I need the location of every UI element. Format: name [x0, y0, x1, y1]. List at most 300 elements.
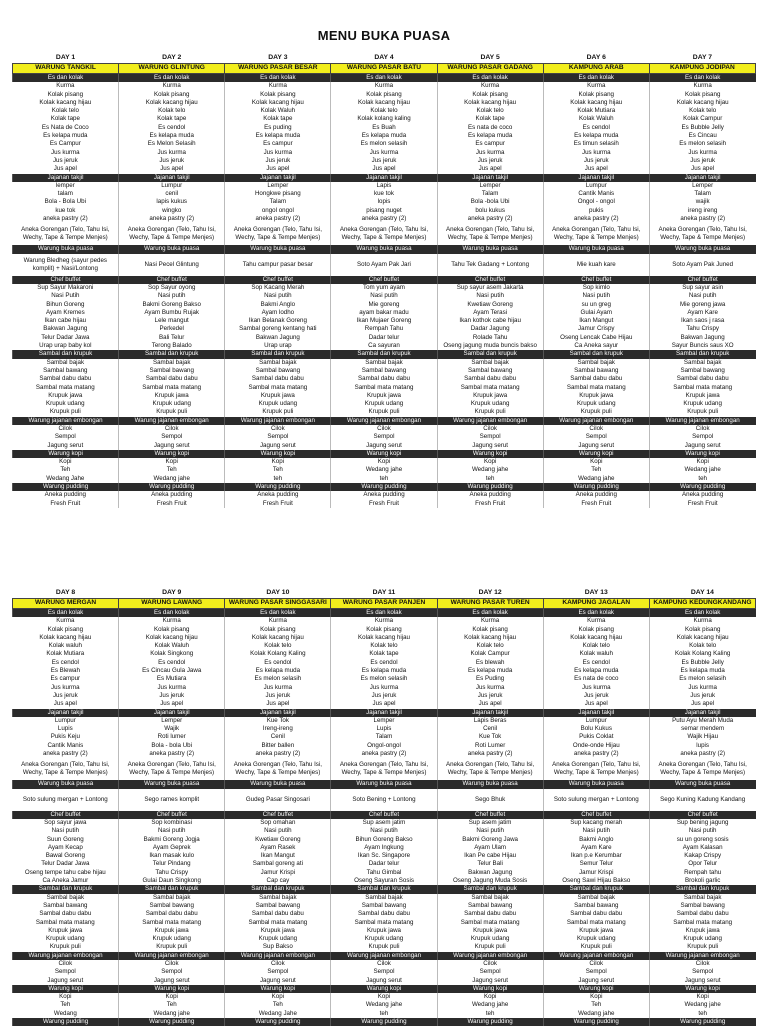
- section-header-jajanan-takjil: [13, 174, 756, 182]
- menu-item: Sempol: [437, 968, 543, 976]
- menu-item: Fresh Fruit: [225, 500, 331, 508]
- menu-item: Jus apel: [225, 165, 331, 173]
- menu-row: [13, 325, 756, 333]
- menu-item: Jus kurma: [331, 149, 437, 157]
- menu-item: Sup Bakso: [225, 943, 331, 951]
- menu-item: Sambal bajak: [331, 894, 437, 902]
- menu-item: Es Puding: [437, 675, 543, 683]
- day-header-row: [13, 589, 756, 599]
- menu-item: Soto sulung mergan + Lontong: [22, 795, 108, 803]
- menu-item: Kolak pisang: [649, 91, 755, 99]
- menu-row: [13, 99, 756, 107]
- menu-item: Teh: [119, 466, 225, 474]
- menu-item: Sop Kacang Merah: [225, 284, 331, 292]
- menu-item: Sambal bajak: [225, 894, 331, 902]
- menu-item: Sempol: [437, 433, 543, 441]
- menu-item: Nasi putih: [649, 292, 755, 300]
- menu-item: Es Buah: [331, 124, 437, 132]
- menu-item: Krupuk jawa: [119, 927, 225, 935]
- menu-row: [13, 860, 756, 868]
- section-label: Sambal dan krupuk: [13, 885, 119, 893]
- menu-item: Wedang jahe: [331, 466, 437, 474]
- menu-item: Sambal bawang: [331, 367, 437, 375]
- section-label: Warung pudding: [437, 483, 543, 491]
- menu-item: Es Bubble Jelly: [649, 659, 755, 667]
- menu-row: [13, 960, 756, 968]
- menu-item: Kolak pisang: [543, 91, 649, 99]
- menu-item: Kue Tok: [225, 717, 331, 725]
- menu-item: Ayam Kalasan: [649, 844, 755, 852]
- menu-item: Sambal dabu dabu: [437, 375, 543, 383]
- menu-item: Rempah tahu: [649, 869, 755, 877]
- menu-item: Nasi Putih: [51, 292, 80, 300]
- menu-item: Oseng Jagung Muda Sosis: [437, 877, 543, 885]
- menu-item: Ca Aneka sayur: [543, 342, 649, 350]
- section-label: Warung pudding: [13, 483, 119, 491]
- menu-item: Sambal bajak: [225, 359, 331, 367]
- menu-item: Bakmi Anglo: [225, 301, 331, 309]
- menu-item: Wedang jahe: [649, 1001, 755, 1009]
- menu-item: Ayam Kremes: [45, 308, 85, 316]
- menu-item: Kurma: [649, 617, 755, 625]
- section-label: Chef buffet: [13, 811, 119, 819]
- menu-item: Jus kurma: [51, 148, 80, 156]
- section-label: Sambal dan krupuk: [649, 350, 755, 358]
- warung-name: KAMPUNG KEDUNGKANDANG: [649, 599, 755, 609]
- section-label: Warung buka puasa: [331, 245, 437, 253]
- menu-item: Aneka Gorengan (Telo, Tahu Isi, Wechy, Tape & Tempe Menjes): [21, 226, 110, 242]
- menu-row: [13, 836, 756, 844]
- menu-item: Es cendol: [51, 658, 79, 666]
- menu-row: [13, 367, 756, 375]
- menu-item: Bitter ballen: [225, 742, 331, 750]
- menu-row: [13, 659, 756, 667]
- menu-item: Kolak Kolang Kaling: [225, 650, 331, 658]
- menu-item: cenil: [119, 190, 225, 198]
- menu-item: Kolak kacang hijau: [437, 634, 543, 642]
- section-label: Jajanan takjil: [437, 174, 543, 182]
- menu-item: Sambal bajak: [437, 894, 543, 902]
- menu-item: Krupuk udang: [437, 400, 543, 408]
- section-label: Sambal dan krupuk: [13, 350, 119, 358]
- menu-item: Kopi: [649, 458, 755, 466]
- menu-row: [13, 301, 756, 309]
- menu-item: Kolak pisang: [119, 91, 225, 99]
- section-label: Warung kopi: [543, 985, 649, 993]
- menu-item: Jus jeruk: [437, 157, 543, 165]
- menu-item: Kolak kacang hijau: [331, 99, 437, 107]
- menu-item: Jagung serut: [543, 977, 649, 985]
- menu-item: Onde-onde Hijau: [543, 742, 649, 750]
- menu-item: Nasi putih: [649, 827, 755, 835]
- menu-item: Mie kuah kare: [543, 254, 649, 276]
- menu-item: Mie goreng jawa: [649, 301, 755, 309]
- menu-item: Kolak pisang: [225, 626, 331, 634]
- menu-item: Ikan Mujaer Goreng: [331, 317, 437, 325]
- menu-item: Krupuk udang: [225, 400, 331, 408]
- section-label: Warung kopi: [331, 985, 437, 993]
- menu-item: Sambal dabu dabu: [331, 375, 437, 383]
- menu-item: Jagung serut: [649, 977, 755, 985]
- menu-item: Sambal dabu dabu: [119, 375, 225, 383]
- menu-item: Lemper: [331, 717, 437, 725]
- menu-item: Es cendol: [225, 659, 331, 667]
- menu-item: Fresh Fruit: [50, 499, 81, 507]
- section-label: Jajanan takjil: [331, 709, 437, 717]
- menu-item: Cilok: [331, 960, 437, 968]
- warung-name: WARUNG PASAR PANJEN: [331, 599, 437, 609]
- menu-item: Kopi: [543, 458, 649, 466]
- menu-item: Lupis: [331, 725, 437, 733]
- menu-item: Es Campur: [49, 140, 81, 148]
- menu-item: Oseng jagung muda buncis bakso: [437, 342, 543, 350]
- section-label: Es dan kolak: [13, 609, 119, 618]
- section-label: Warung buka puasa: [437, 245, 543, 253]
- menu-item: Kolak tape: [331, 650, 437, 658]
- menu-item: Sambal mata matang: [225, 384, 331, 392]
- menu-item: Sempol: [119, 968, 225, 976]
- section-header-chef-buffet: [13, 811, 756, 819]
- section-label: Warung buka puasa: [331, 780, 437, 788]
- menu-item: Aneka Gorengan (Telo, Tahu Isi, Wechy, Tape & Tempe Menjes): [119, 758, 225, 780]
- menu-item: Jus apel: [543, 700, 649, 708]
- menu-item: Lumpur: [54, 716, 76, 724]
- menu-item: Kolak Waluh: [225, 107, 331, 115]
- menu-item: Sambal bajak: [543, 894, 649, 902]
- menu-item: aneka pastry (2): [437, 750, 543, 758]
- menu-item: Es Cincau: [649, 132, 755, 140]
- menu-row: [13, 927, 756, 935]
- menu-row: [13, 400, 756, 408]
- day-label: DAY 10: [266, 589, 290, 597]
- day-label: DAY 1: [55, 54, 76, 62]
- menu-item: Cilok: [543, 960, 649, 968]
- section-label: Warung buka puasa: [649, 245, 755, 253]
- day-label: DAY 8: [55, 589, 76, 597]
- section-label: Warung pudding: [331, 483, 437, 491]
- section-label: Warung buka puasa: [543, 245, 649, 253]
- menu-item: Aneka Gorengan (Telo, Tahu Isi, Wechy, Tape & Tempe Menjes): [437, 758, 543, 780]
- menu-item: Jus apel: [649, 165, 755, 173]
- menu-item: Sambal bajak: [46, 893, 85, 901]
- menu-item: Krupuk udang: [649, 935, 755, 943]
- section-label: Sambal dan krupuk: [331, 885, 437, 893]
- menu-item: Talam: [331, 733, 437, 741]
- menu-table-days-8-14: [12, 589, 756, 1026]
- menu-item: Jagung serut: [47, 441, 84, 449]
- menu-item: Es Melon Selasih: [119, 140, 225, 148]
- menu-item: Jagung serut: [437, 977, 543, 985]
- menu-item: Sambal bawang: [119, 902, 225, 910]
- menu-item: Sambal bawang: [225, 367, 331, 375]
- menu-item: Aneka pudding: [225, 491, 331, 499]
- menu-row: [13, 491, 756, 499]
- menu-item: Sambal goreng kentang hati: [225, 325, 331, 333]
- menu-item: Jus jeruk: [649, 692, 755, 700]
- menu-item: Telur Dadar Jawa: [41, 860, 90, 868]
- section-label: Chef buffet: [649, 276, 755, 284]
- warung-name: WARUNG PASAR BESAR: [225, 64, 331, 74]
- section-label: Warung kopi: [649, 450, 755, 458]
- menu-item: lopis: [331, 198, 437, 206]
- menu-item: Es Bubble Jelly: [649, 124, 755, 132]
- menu-item: Kolak pisang: [437, 91, 543, 99]
- menu-item: Sambal dabu dabu: [543, 910, 649, 918]
- menu-item: Jagung serut: [331, 977, 437, 985]
- menu-item: Krupuk puli: [649, 408, 755, 416]
- warung-name: WARUNG TANGKIL: [13, 64, 119, 74]
- menu-item: Ikan kothok cabe hijau: [437, 317, 543, 325]
- menu-item: Soto Ayam Pak Jari: [331, 254, 437, 276]
- menu-item: Krupuk puli: [225, 408, 331, 416]
- menu-item: Kurma: [56, 82, 75, 90]
- menu-item: Jus jeruk: [331, 692, 437, 700]
- menu-item: Talam: [649, 190, 755, 198]
- menu-item: Kolak kacang hijau: [119, 99, 225, 107]
- menu-item: Krupuk jawa: [649, 392, 755, 400]
- menu-item: Wedang jahe: [649, 466, 755, 474]
- menu-row: [13, 466, 756, 474]
- menu-row: [13, 993, 756, 1001]
- menu-item: Es cendol: [543, 124, 649, 132]
- section-label: Warung kopi: [437, 985, 543, 993]
- menu-item: Es melon selasih: [331, 140, 437, 148]
- menu-row: [13, 215, 756, 223]
- menu-item: Nasi putih: [331, 827, 437, 835]
- menu-item: Es Mutiara: [119, 675, 225, 683]
- section-label: Es dan kolak: [649, 74, 755, 83]
- section-label: Jajanan takjil: [225, 174, 331, 182]
- menu-item: Nasi putih: [225, 827, 331, 835]
- section-label: Es dan kolak: [331, 74, 437, 83]
- menu-item: Putu Ayu Merah Muda: [649, 717, 755, 725]
- menu-item: Lapis: [331, 182, 437, 190]
- section-label: Warung kopi: [13, 450, 119, 458]
- menu-item: Kurma: [119, 617, 225, 625]
- menu-item: Sambal mata matang: [437, 919, 543, 927]
- menu-item: Kolak Waluh: [543, 115, 649, 123]
- menu-item: Es timun selasih: [543, 140, 649, 148]
- menu-item: Sambal dabu dabu: [331, 910, 437, 918]
- section-header-warung-kopi: [13, 450, 756, 458]
- menu-item: Es nata de coco: [543, 675, 649, 683]
- section-header-warung-pudding: [13, 1018, 756, 1026]
- menu-item: ireng ireng: [649, 207, 755, 215]
- menu-item: Jus kurma: [119, 149, 225, 157]
- menu-item: Kopi: [331, 458, 437, 466]
- section-label: Warung jajanan embongan: [225, 417, 331, 425]
- menu-item: Krupuk jawa: [119, 392, 225, 400]
- menu-item: Kolak telo: [331, 107, 437, 115]
- menu-item: Kolak pisang: [47, 625, 84, 633]
- section-header-sambal-krupuk: [13, 350, 756, 358]
- section-label: Chef buffet: [543, 276, 649, 284]
- section-label: Jajanan takjil: [119, 709, 225, 717]
- menu-row: [13, 626, 756, 634]
- day-label: DAY 2: [162, 54, 182, 62]
- menu-row: [13, 500, 756, 508]
- menu-item: Opor Telur: [649, 860, 755, 868]
- menu-item: Kurma: [331, 617, 437, 625]
- menu-item: su un greg: [543, 301, 649, 309]
- menu-item: Jus jeruk: [225, 692, 331, 700]
- menu-item: Sambal dabu dabu: [39, 910, 92, 918]
- section-label: Jajanan takjil: [437, 709, 543, 717]
- menu-item: Bakmi Goreng Bakso: [119, 301, 225, 309]
- section-label: Sambal dan krupuk: [119, 885, 225, 893]
- menu-row: [13, 458, 756, 466]
- section-label: Es dan kolak: [119, 74, 225, 83]
- menu-item: Es kelapa muda: [437, 132, 543, 140]
- menu-item: Kopi: [331, 993, 437, 1001]
- menu-item: aneka pastry (2): [119, 215, 225, 223]
- section-label: Es dan kolak: [331, 609, 437, 618]
- menu-item: Sempol: [543, 968, 649, 976]
- menu-item: Sego rames komplit: [119, 789, 225, 811]
- menu-item: Aneka Gorengan (Telo, Tahu Isi, Wechy, Tape & Tempe Menjes): [225, 758, 331, 780]
- menu-item: Kopi: [649, 993, 755, 1001]
- section-label: Chef buffet: [649, 811, 755, 819]
- menu-item: aneka pastry (2): [119, 750, 225, 758]
- menu-item: Kolak waluh: [48, 642, 82, 650]
- menu-row: [13, 433, 756, 441]
- menu-item: teh: [437, 475, 543, 483]
- menu-item: Kolak Campur: [437, 650, 543, 658]
- menu-row: [13, 844, 756, 852]
- menu-item: Bakwan Jagung: [225, 334, 331, 342]
- menu-item: Sup bening jagung: [649, 819, 755, 827]
- menu-item: Sambal mata matang: [649, 919, 755, 927]
- section-label: Sambal dan krupuk: [119, 350, 225, 358]
- menu-item: Kolak kacang hijau: [39, 633, 92, 641]
- menu-item: Sambal bajak: [46, 358, 85, 366]
- menu-item: Wedang: [53, 1009, 77, 1017]
- menu-item: Krupuk puli: [119, 943, 225, 951]
- menu-item: Jagung serut: [225, 442, 331, 450]
- menu-item: Krupuk jawa: [543, 927, 649, 935]
- menu-item: Ayam Ingkung: [331, 844, 437, 852]
- menu-item: Sup sayur asem Jakarta: [437, 284, 543, 292]
- menu-item: Aneka pudding: [331, 491, 437, 499]
- menu-item: Kakap Crispy: [649, 852, 755, 860]
- warung-header-row: [13, 64, 756, 74]
- menu-item: Aneka Gorengan (Telo, Tahu Isi, Wechy, Tape & Tempe Menjes): [649, 223, 755, 245]
- section-label: Warung buka puasa: [119, 245, 225, 253]
- menu-item: Bihun Goreng: [46, 300, 85, 308]
- menu-item: Kolak Mutiara: [46, 650, 85, 658]
- menu-item: Jus kurma: [649, 149, 755, 157]
- section-label: Es dan kolak: [225, 74, 331, 83]
- menu-item: Ayam Kare: [543, 844, 649, 852]
- menu-item: Krupuk udang: [331, 935, 437, 943]
- menu-item: Bali Telur: [119, 334, 225, 342]
- menu-item: Aneka pudding: [543, 491, 649, 499]
- section-header-jajanan-embongan: [13, 952, 756, 960]
- menu-item: Es kelapa muda: [649, 667, 755, 675]
- menu-item: Sambal bawang: [119, 367, 225, 375]
- menu-item: pukis: [543, 207, 649, 215]
- section-header-chef-buffet: [13, 276, 756, 284]
- menu-item: Sego Kuning Kadung Kandang: [649, 789, 755, 811]
- menu-item: Kolak pisang: [649, 626, 755, 634]
- menu-item: Krupuk puli: [119, 408, 225, 416]
- section-label: Sambal dan krupuk: [331, 350, 437, 358]
- menu-item: Sop kimlo: [543, 284, 649, 292]
- menu-item: Ikan masak kulo: [119, 852, 225, 860]
- menu-item: Sambal mata matang: [437, 384, 543, 392]
- menu-item: Kolak kacang hijau: [437, 99, 543, 107]
- menu-item: Krupuk puli: [543, 943, 649, 951]
- menu-item: Sambal dabu dabu: [649, 910, 755, 918]
- menu-item: Sambal bawang: [649, 902, 755, 910]
- section-label: Warung jajanan embongan: [13, 952, 119, 960]
- menu-item: Sempol: [54, 433, 76, 441]
- menu-item: Kopi: [437, 993, 543, 1001]
- menu-item: Lumpur: [543, 182, 649, 190]
- menu-row-gorengan: [13, 758, 756, 780]
- section-label: Warung pudding: [649, 483, 755, 491]
- menu-item: Pukis Coklat: [543, 733, 649, 741]
- section-label: Warung kopi: [119, 450, 225, 458]
- menu-item: Sempol: [119, 433, 225, 441]
- menu-item: teh: [225, 475, 331, 483]
- menu-item: Kopi: [543, 993, 649, 1001]
- section-label: Chef buffet: [225, 276, 331, 284]
- warung-name: WARUNG PASAR GADANG: [437, 64, 543, 74]
- menu-item: Sambal bawang: [437, 367, 543, 375]
- menu-item: Tahu Crispy: [119, 869, 225, 877]
- menu-item: Sambal mata matang: [119, 919, 225, 927]
- menu-item: Sambal bawang: [225, 902, 331, 910]
- menu-item: Kolak kacang hijau: [543, 99, 649, 107]
- menu-row: [13, 617, 756, 625]
- menu-item: Teh: [543, 1001, 649, 1009]
- section-header-warung-buka-puasa: [13, 780, 756, 788]
- menu-item: Telur Bali: [437, 860, 543, 868]
- menu-item: Kopi: [119, 458, 225, 466]
- menu-row: [13, 877, 756, 885]
- menu-row: [13, 124, 756, 132]
- menu-item: Ireng-ireng: [225, 725, 331, 733]
- menu-item: Sup Sayur Makaroni: [37, 283, 94, 291]
- menu-item: Kurma: [225, 617, 331, 625]
- menu-row: [13, 675, 756, 683]
- menu-item: Kwetiaw Goreng: [225, 836, 331, 844]
- menu-item: teh: [649, 1010, 755, 1018]
- section-label: Chef buffet: [119, 811, 225, 819]
- menu-item: Soto Ayam Pak Juned: [649, 254, 755, 276]
- menu-item: Aneka pudding: [44, 491, 86, 499]
- menu-item: Sambal bajak: [119, 359, 225, 367]
- warung-name: WARUNG LAWANG: [119, 599, 225, 609]
- menu-item: Kolak telo: [225, 642, 331, 650]
- menu-item: Cilok: [58, 424, 73, 432]
- menu-item: Fresh Fruit: [543, 500, 649, 508]
- menu-item: Jus kurma: [437, 684, 543, 692]
- section-label: Sambal dan krupuk: [649, 885, 755, 893]
- menu-row: [13, 717, 756, 725]
- menu-item: Jus kurma: [649, 684, 755, 692]
- menu-row: [13, 165, 756, 173]
- menu-item: Krupuk udang: [225, 935, 331, 943]
- menu-item: Cantik Manis: [47, 741, 84, 749]
- menu-item: Kolak kacang hijau: [543, 634, 649, 642]
- section-label: Es dan kolak: [437, 609, 543, 618]
- section-label: Sambal dan krupuk: [543, 885, 649, 893]
- menu-item: Jus kurma: [437, 149, 543, 157]
- menu-item: Telur Pindang: [119, 860, 225, 868]
- menu-item: Jus jeruk: [52, 156, 78, 164]
